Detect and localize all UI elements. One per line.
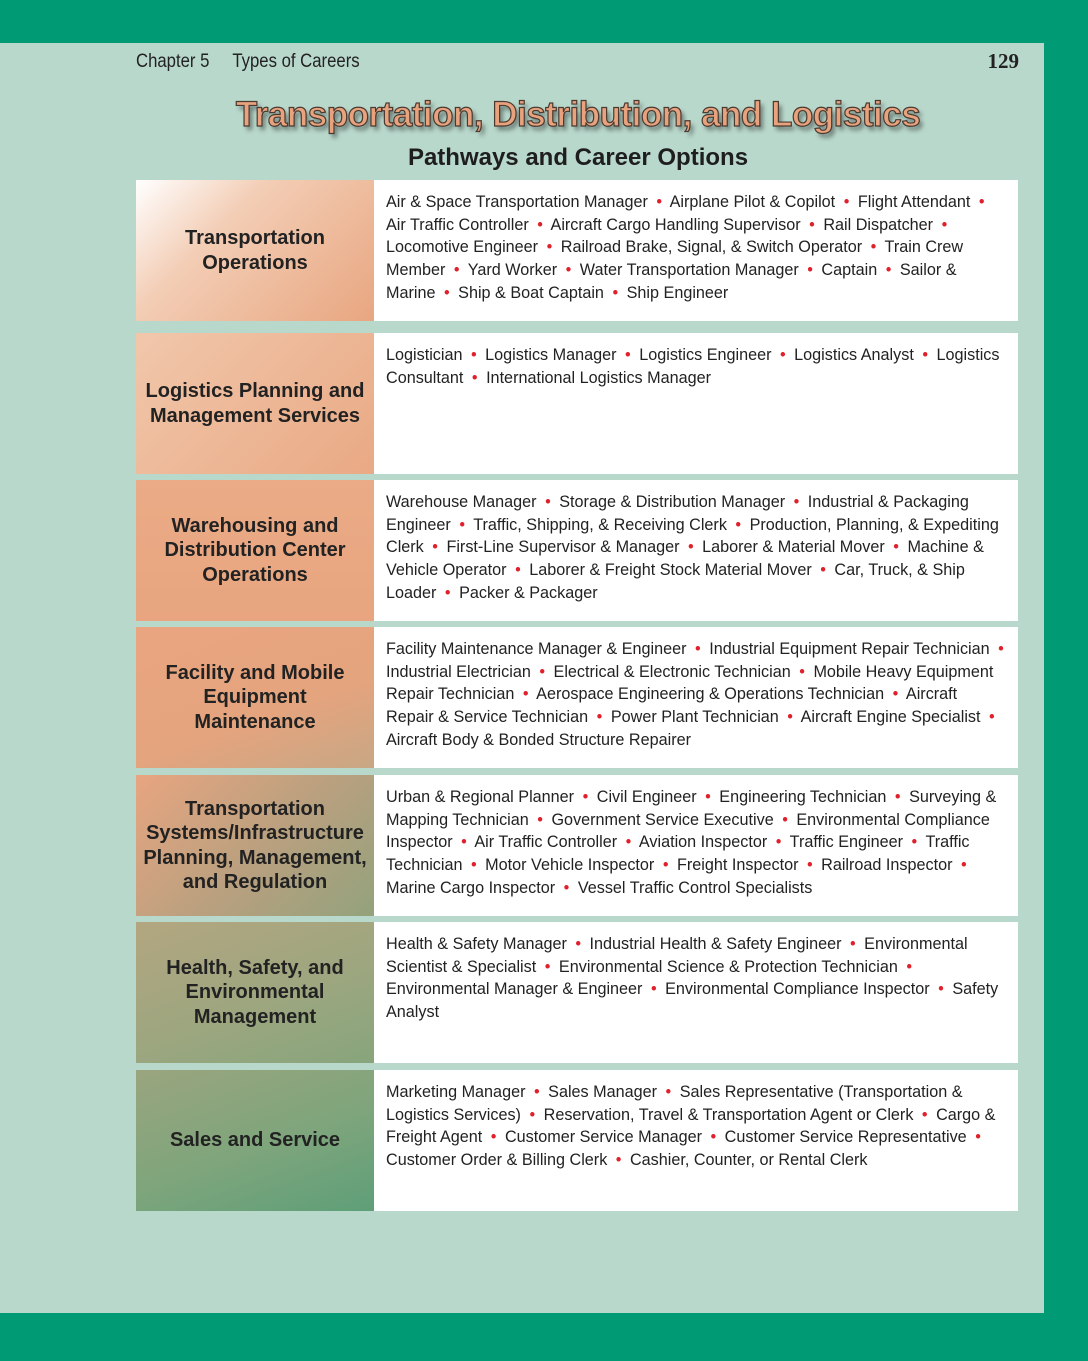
bullet-separator: •: [922, 346, 929, 364]
career-item: Air Traffic Controller: [474, 833, 618, 852]
career-item: Car, Truck, & Ship Loader: [386, 561, 965, 602]
pathway-row: [136, 333, 1018, 474]
career-item: Traffic Engineer: [789, 833, 904, 852]
bullet-separator: •: [921, 1105, 928, 1124]
career-item: Environmental Manager & Engineer: [386, 980, 643, 999]
bullet-separator: •: [911, 833, 918, 852]
pathway-row: [136, 180, 1018, 321]
career-item: Government Service Executive: [551, 810, 774, 829]
page-subtitle: Pathways and Career Options: [407, 144, 749, 171]
career-item: Environmental Science & Protection Technician: [558, 957, 898, 976]
pathway-row: [136, 922, 1018, 1063]
bullet-separator: •: [490, 1128, 497, 1147]
career-item: Vessel Traffic Control Specialists: [577, 878, 813, 897]
bullet-separator: •: [893, 538, 899, 557]
career-item: Logistician: [386, 346, 463, 364]
career-item: Sailor & Marine: [386, 261, 957, 302]
bullet-separator: •: [546, 238, 553, 257]
bullet-separator: •: [539, 662, 546, 681]
career-item: Cargo & Freight Agent: [386, 1105, 996, 1147]
bullet-separator: •: [444, 583, 451, 602]
bullet-separator: •: [807, 261, 813, 280]
career-item: Customer Order & Billing Clerk: [386, 1151, 608, 1170]
bullet-separator: •: [961, 856, 967, 875]
bullet-separator: •: [575, 935, 582, 953]
career-item: Logistics Consultant: [386, 346, 1000, 387]
bullet-separator: •: [443, 283, 450, 302]
career-list: [374, 333, 1018, 474]
bullet-separator: •: [710, 1128, 717, 1147]
bullet-separator: •: [533, 1083, 540, 1101]
bullet-separator: •: [695, 640, 701, 658]
career-item: Surveying & Mapping Technician: [386, 788, 997, 829]
bullet-separator: •: [544, 957, 551, 976]
career-item: Yard Worker: [467, 261, 558, 280]
career-item: Train Crew Member: [386, 238, 964, 280]
bullet-separator: •: [978, 193, 985, 211]
bullet-separator: •: [906, 957, 913, 976]
bullet-separator: •: [453, 261, 460, 280]
bullet-separator: •: [809, 215, 815, 234]
career-item: Facility Maintenance Manager & Engineer: [386, 640, 687, 658]
bullet-separator: •: [471, 368, 478, 387]
career-item: Airplane Pilot & Copilot: [669, 193, 836, 211]
career-list: [374, 775, 1018, 916]
bullet-separator: •: [775, 833, 782, 852]
pathway-row: [136, 775, 1018, 916]
bullet-separator: •: [615, 1151, 622, 1170]
career-item: First-Line Supervisor & Manager: [446, 538, 680, 557]
bullet-separator: •: [522, 685, 529, 704]
running-header: [136, 51, 360, 73]
career-item: Laborer & Freight Stock Material Mover: [529, 561, 812, 580]
bullet-separator: •: [735, 515, 742, 534]
career-item: Aircraft Repair & Service Technician: [386, 685, 958, 727]
pathway-row: [136, 627, 1018, 768]
pathway-name: Transportation Operations: [136, 180, 374, 321]
bullet-separator: •: [471, 856, 477, 875]
career-item: Sales Representative (Transportation & Logistics Services): [386, 1083, 963, 1124]
section-label: Types of Careers: [232, 51, 360, 72]
bullet-separator: •: [806, 856, 813, 875]
bullet-separator: •: [787, 708, 793, 727]
career-item: Industrial Equipment Repair Technician: [709, 640, 990, 658]
bullet-separator: •: [938, 980, 944, 999]
career-item: Railroad Inspector: [821, 856, 953, 875]
career-item: Health & Safety Manager: [386, 935, 567, 953]
bullet-separator: •: [941, 215, 948, 234]
bullet-separator: •: [625, 346, 631, 364]
career-item: Power Plant Technician: [610, 708, 779, 727]
career-item: Aircraft Engine Specialist: [800, 708, 981, 727]
pathway-name: Sales and Service: [136, 1070, 374, 1211]
career-item: Packer & Packager: [459, 583, 598, 602]
career-item: Marketing Manager: [386, 1083, 526, 1101]
bullet-separator: •: [687, 538, 694, 557]
career-list: [374, 180, 1018, 321]
bullet-separator: •: [529, 1105, 536, 1124]
bullet-separator: •: [459, 515, 465, 534]
bullet-separator: •: [545, 493, 551, 511]
career-item: Aircraft Cargo Handling Supervisor: [550, 215, 801, 234]
career-item: Electrical & Electronic Technician: [553, 662, 791, 681]
career-item: Aircraft Body & Bonded Structure Repairer: [386, 730, 692, 749]
career-list: [374, 922, 1018, 1063]
career-item: Flight Attendant: [857, 193, 971, 211]
career-item: Production, Planning, & Expediting Clerk: [386, 515, 999, 557]
bullet-separator: •: [665, 1083, 672, 1101]
bullet-separator: •: [656, 193, 663, 211]
pathway-row: [136, 1070, 1018, 1211]
career-list: [374, 1070, 1018, 1211]
career-item: Aerospace Engineering & Operations Technician: [536, 685, 885, 704]
career-item: Reservation, Travel & Transportation Agent or Clerk: [543, 1105, 914, 1124]
career-item: Water Transportation Manager: [579, 261, 799, 280]
career-item: Logistics Analyst: [794, 346, 914, 364]
career-item: Storage & Distribution Manager: [559, 493, 786, 511]
career-item: Industrial Electrician: [386, 662, 531, 681]
bullet-separator: •: [662, 856, 669, 875]
pathway-row: [136, 480, 1018, 621]
bullet-separator: •: [894, 788, 901, 806]
career-item: Laborer & Material Mover: [702, 538, 885, 557]
bullet-separator: •: [989, 708, 995, 727]
bullet-separator: •: [885, 261, 892, 280]
bullet-separator: •: [565, 261, 572, 280]
page-number: 129: [987, 49, 1019, 73]
career-item: Logistics Manager: [485, 346, 617, 364]
bullet-separator: •: [650, 980, 657, 999]
bullet-separator: •: [892, 685, 899, 704]
career-item: Environmental Compliance Inspector: [665, 980, 930, 999]
career-item: Safety Analyst: [386, 980, 999, 1022]
career-item: Captain: [821, 261, 878, 280]
career-item: Air & Space Transportation Manager: [386, 193, 648, 211]
bullet-separator: •: [461, 833, 467, 852]
career-item: Locomotive Engineer: [386, 238, 539, 257]
career-item: Environmental Scientist & Specialist: [386, 935, 968, 976]
bullet-separator: •: [515, 561, 521, 580]
bullet-separator: •: [537, 215, 543, 234]
pathway-name: Warehousing and Distribution Center Operations: [136, 480, 374, 621]
career-item: Mobile Heavy Equipment Repair Technician: [386, 662, 994, 704]
bullet-separator: •: [850, 935, 856, 953]
bullet-separator: •: [780, 346, 786, 364]
career-item: Logistics Engineer: [639, 346, 772, 364]
career-item: Rail Dispatcher: [823, 215, 934, 234]
bullet-separator: •: [975, 1128, 981, 1147]
bullet-separator: •: [793, 493, 800, 511]
career-item: Industrial Health & Safety Engineer: [589, 935, 842, 953]
career-item: Ship Engineer: [626, 283, 729, 302]
career-item: Environmental Compliance Inspector: [386, 810, 990, 852]
career-item: Engineering Technician: [719, 788, 887, 806]
career-item: Railroad Brake, Signal, & Switch Operator: [560, 238, 863, 257]
bullet-separator: •: [799, 662, 805, 681]
bullet-separator: •: [471, 346, 477, 364]
bullet-separator: •: [870, 238, 877, 257]
bullet-separator: •: [563, 878, 570, 897]
bullet-separator: •: [582, 788, 589, 806]
pathway-name: Logistics Planning and Management Services: [136, 333, 374, 474]
career-item: Marine Cargo Inspector: [386, 878, 556, 897]
career-item: Customer Service Representative: [724, 1128, 967, 1147]
career-item: Traffic, Shipping, & Receiving Clerk: [473, 515, 727, 534]
career-item: International Logistics Manager: [486, 368, 712, 387]
bullet-separator: •: [843, 193, 850, 211]
career-list: [374, 480, 1018, 621]
bullet-separator: •: [596, 708, 603, 727]
career-item: Aviation Inspector: [638, 833, 768, 852]
bullet-separator: •: [612, 283, 619, 302]
career-item: Freight Inspector: [677, 856, 799, 875]
bullet-separator: •: [705, 788, 711, 806]
bullet-separator: •: [782, 810, 788, 829]
career-item: Warehouse Manager: [386, 493, 537, 511]
bullet-separator: •: [432, 538, 438, 557]
career-list: [374, 627, 1018, 768]
career-item: Ship & Boat Captain: [458, 283, 604, 302]
pathway-name: Transportation Systems/Infrastructure Planning, Management, and Regulation: [136, 775, 374, 916]
page: [0, 43, 1044, 1313]
career-item: Traffic Technician: [386, 833, 970, 875]
career-item: Industrial & Packaging Engineer: [386, 493, 969, 534]
career-item: Air Traffic Controller: [386, 215, 529, 234]
bullet-separator: •: [820, 561, 826, 580]
pathway-name: Facility and Mobile Equipment Maintenance: [136, 627, 374, 768]
page-title: Transportation, Distribution, and Logistics: [235, 95, 921, 134]
bullet-separator: •: [998, 640, 1004, 658]
career-item: Civil Engineer: [596, 788, 697, 806]
chapter-label: Chapter 5: [136, 51, 210, 72]
bullet-separator: •: [537, 810, 543, 829]
career-item: Urban & Regional Planner: [386, 788, 575, 806]
career-item: Customer Service Manager: [504, 1128, 702, 1147]
career-item: Cashier, Counter, or Rental Clerk: [629, 1151, 868, 1170]
career-item: Machine & Vehicle Operator: [386, 538, 984, 580]
career-item: Motor Vehicle Inspector: [485, 856, 655, 875]
pathway-name: Health, Safety, and Environmental Management: [136, 922, 374, 1063]
bullet-separator: •: [625, 833, 632, 852]
career-item: Sales Manager: [548, 1083, 658, 1101]
